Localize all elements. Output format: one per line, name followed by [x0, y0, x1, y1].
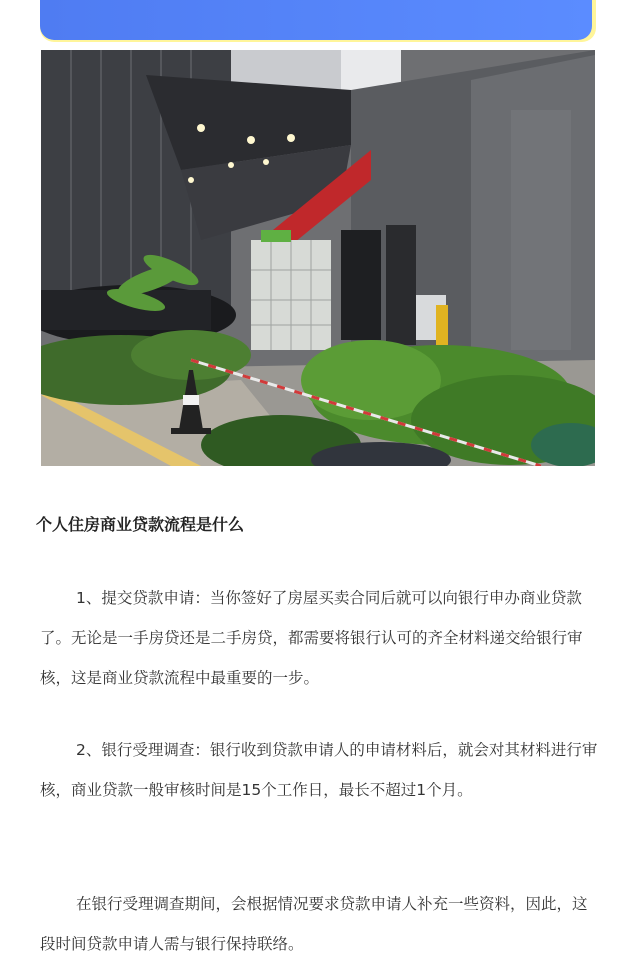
top-banner	[40, 0, 596, 42]
paragraph-3: 在银行受理调查期间，会根据情况要求贷款申请人补充一些资料，因此，这段时间贷款申请人需与银行保持联络。	[40, 895, 588, 953]
paragraph-2: 2、银行受理调查：银行收到贷款申请人的申请材料后，就会对其材料进行审核，商业贷款一般审核时间是15个工作日，最长不超过1个月。	[40, 741, 598, 799]
article-heading: 个人住房商业贷款流程是什么	[36, 515, 245, 534]
top-banner-bar	[40, 0, 592, 40]
article-photo	[41, 50, 595, 466]
paragraph-1: 1、提交贷款申请：当你签好了房屋买卖合同后就可以向银行申办商业贷款了。无论是一手房贷还是二手房贷，都需要将银行认可的齐全材料递交给银行审核，这是商业贷款流程中最重要的一步。	[40, 589, 583, 687]
